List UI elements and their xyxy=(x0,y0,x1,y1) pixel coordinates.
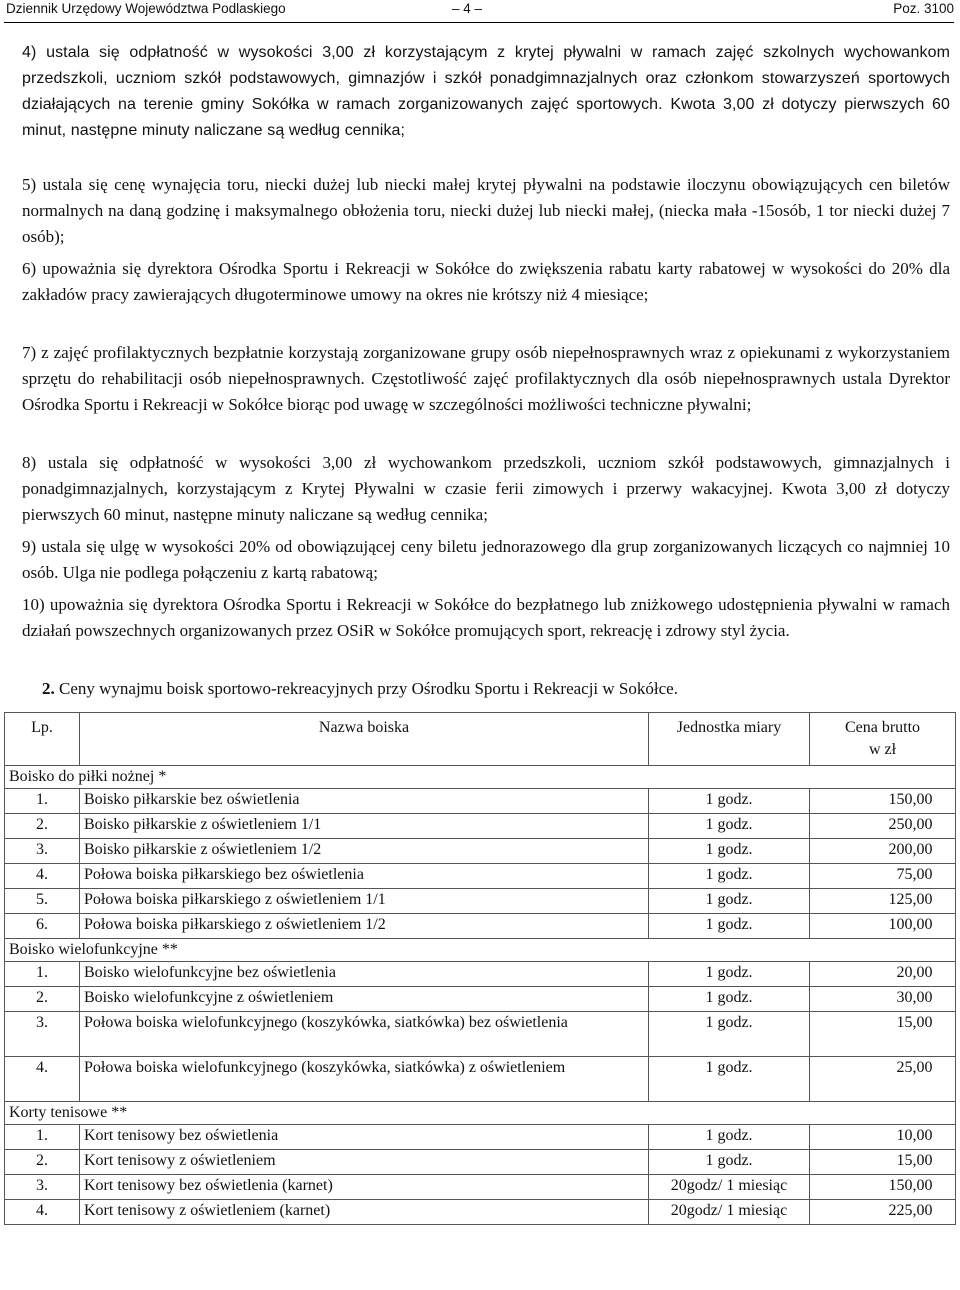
row-lp: 2. xyxy=(5,1150,80,1175)
table-body xyxy=(5,766,956,1225)
table-row xyxy=(5,1012,956,1057)
row-price xyxy=(810,889,956,914)
row-unit: 20godz/ 1 miesiąc xyxy=(649,1200,810,1225)
price-value: 20,00 xyxy=(896,964,933,981)
price-value: 150,00 xyxy=(888,1177,933,1194)
section-number: 2. xyxy=(42,679,55,698)
price-value: 225,00 xyxy=(888,1202,933,1219)
header-name: Nazwa boiska xyxy=(80,713,649,766)
row-price xyxy=(810,789,956,814)
group-title: Boisko wielofunkcyjne ** xyxy=(5,939,956,962)
row-name: Kort tenisowy bez oświetlenia (karnet) xyxy=(80,1175,649,1200)
row-unit: 1 godz. xyxy=(649,1150,810,1175)
table-header-row xyxy=(5,713,956,766)
row-unit: 20godz/ 1 miesiąc xyxy=(649,1175,810,1200)
table-row xyxy=(5,1125,956,1150)
row-name: Połowa boiska wielofunkcyjnego (koszykówka, siatkówka) bez oświetlenia xyxy=(80,1012,649,1057)
row-lp: 1. xyxy=(5,962,80,987)
row-name: Kort tenisowy z oświetleniem xyxy=(80,1150,649,1175)
price-value: 10,00 xyxy=(896,1127,933,1144)
row-price xyxy=(810,1175,956,1200)
row-name: Kort tenisowy z oświetleniem (karnet) xyxy=(80,1200,649,1225)
group-title: Boisko do piłki nożnej * xyxy=(5,766,956,789)
paragraph-5: 5) ustala się cenę wynajęcia toru, niecki dużej lub niecki małej krytej pływalni na podstawie iloczynu obowiązujących cen biletów normalnych na daną godzinę i maksymalnego obłożenia toru, niecki dużej lub niecki małej, (niecka mała -15osób, 1 tor niecki dużej 7 osób); xyxy=(22,175,950,246)
table-row xyxy=(5,1200,956,1225)
row-lp: 3. xyxy=(5,1012,80,1057)
row-name: Połowa boiska wielofunkcyjnego (koszykówka, siatkówka) z oświetleniem xyxy=(80,1057,649,1102)
price-value: 250,00 xyxy=(888,816,933,833)
table-row xyxy=(5,864,956,889)
row-unit: 1 godz. xyxy=(649,814,810,839)
row-lp: 2. xyxy=(5,814,80,839)
header-price-line1: Cena brutto xyxy=(844,719,921,736)
paragraph-10: 10) upoważnia się dyrektora Ośrodka Sportu i Rekreacji w Sokółce do bezpłatnego lub zniżkowego udostępnienia pływalni w ramach działań powszechnych organizowanych przez OSiR w Sokółce promujących sport, rekreację i zdrowy styl życia. xyxy=(22,595,950,640)
page-header xyxy=(4,0,954,23)
paragraph-6: 6) upoważnia się dyrektora Ośrodka Sportu i Rekreacji w Sokółce do zwiększenia rabatu karty rabatowej w wysokości do 20% dla zakładów pracy zawierających długoterminowe umowy na okres nie krótszy niż 4 miesiące; xyxy=(22,259,950,304)
row-price xyxy=(810,914,956,939)
row-name: Boisko wielofunkcyjne bez oświetlenia xyxy=(80,962,649,987)
row-lp: 4. xyxy=(5,864,80,889)
header-price-line2: w zł xyxy=(868,741,897,758)
row-name: Boisko wielofunkcyjne z oświetleniem xyxy=(80,987,649,1012)
row-lp: 2. xyxy=(5,987,80,1012)
table-row xyxy=(5,1057,956,1102)
header-unit: Jednostka miary xyxy=(649,713,810,766)
price-value: 15,00 xyxy=(896,1152,933,1169)
paragraph-8: 8) ustala się odpłatność w wysokości 3,00 zł wychowankom przedszkoli, uczniom szkół podstawowych, gimnazjalnych i ponadgimnazjalnych, korzystającym z Krytej Pływalni w czasie ferii zimowych i przerwy wakacyjnej. Kwota 3,00 zł dotyczy pierwszych 60 minut, następne minuty naliczane są według cennika; xyxy=(22,453,950,524)
section-2-heading xyxy=(42,676,678,702)
paragraph-4: 4) ustala się odpłatność w wysokości 3,00 zł korzystającym z krytej pływalni w ramach zajęć szkolnych wychowankom przedszkoli, uczniom szkół podstawowych, gimnazjów i szkół ponadgimnazjalnych oraz członkom stowarzyszeń sportowych działających na terenie gminy Sokółka w ramach zorganizowanych zajęć sportowych. Kwota 3,00 zł dotyczy pierwszych 60 minut, następne minuty naliczane są według cennika; xyxy=(22,44,950,139)
price-value: 125,00 xyxy=(888,891,933,908)
price-value: 30,00 xyxy=(896,989,933,1006)
row-unit: 1 godz. xyxy=(649,962,810,987)
table-row xyxy=(5,987,956,1012)
row-price xyxy=(810,962,956,987)
header-price xyxy=(810,713,956,766)
paragraph-9: 9) ustala się ulgę w wysokości 20% od obowiązującej ceny biletu jednorazowego dla grup zorganizowanych liczących co najmniej 10 osób. Ulga nie podlega połączeniu z kartą rabatową; xyxy=(22,537,950,582)
row-price xyxy=(810,987,956,1012)
row-unit: 1 godz. xyxy=(649,789,810,814)
group-row xyxy=(5,1102,956,1125)
row-unit: 1 godz. xyxy=(649,889,810,914)
journal-title: Dziennik Urzędowy Województwa Podlaskiego xyxy=(6,1,286,16)
row-name: Połowa boiska piłkarskiego z oświetleniem 1/2 xyxy=(80,914,649,939)
row-price xyxy=(810,1125,956,1150)
row-lp: 4. xyxy=(5,1057,80,1102)
table-row xyxy=(5,962,956,987)
price-value: 25,00 xyxy=(896,1059,933,1076)
row-unit: 1 godz. xyxy=(649,864,810,889)
row-lp: 4. xyxy=(5,1200,80,1225)
row-name: Połowa boiska piłkarskiego bez oświetlenia xyxy=(80,864,649,889)
row-price xyxy=(810,864,956,889)
row-lp: 5. xyxy=(5,889,80,914)
row-unit: 1 godz. xyxy=(649,1012,810,1057)
price-value: 15,00 xyxy=(896,1014,933,1031)
page-number: – 4 – xyxy=(452,1,483,16)
position-number: Poz. 3100 xyxy=(893,1,954,16)
group-title: Korty tenisowe ** xyxy=(5,1102,956,1125)
row-name: Boisko piłkarskie z oświetleniem 1/1 xyxy=(80,814,649,839)
row-price xyxy=(810,1012,956,1057)
price-table xyxy=(4,712,956,1225)
table-row xyxy=(5,1150,956,1175)
row-lp: 1. xyxy=(5,789,80,814)
row-name: Boisko piłkarskie z oświetleniem 1/2 xyxy=(80,839,649,864)
row-price xyxy=(810,1057,956,1102)
row-name: Boisko piłkarskie bez oświetlenia xyxy=(80,789,649,814)
row-unit: 1 godz. xyxy=(649,839,810,864)
price-value: 100,00 xyxy=(888,916,933,933)
row-name: Połowa boiska piłkarskiego z oświetleniem 1/1 xyxy=(80,889,649,914)
row-lp: 3. xyxy=(5,1175,80,1200)
row-price xyxy=(810,839,956,864)
table-row xyxy=(5,814,956,839)
row-unit: 1 godz. xyxy=(649,1057,810,1102)
table-row xyxy=(5,839,956,864)
price-value: 150,00 xyxy=(888,791,933,808)
row-unit: 1 godz. xyxy=(649,1125,810,1150)
paragraph-7: 7) z zajęć profilaktycznych bezpłatnie korzystają zorganizowane grupy osób niepełnosprawnych wraz z opiekunami z wykorzystaniem sprzętu do rehabilitacji osób niepełnosprawnych. Częstotliwość zajęć profilaktycznych dla osób niepełnosprawnych ustala Dyrektor Ośrodka Sportu i Rekreacji w Sokółce biorąc pod uwagę w szczególności możliwości techniczne pływalni; xyxy=(22,343,950,414)
row-unit: 1 godz. xyxy=(649,987,810,1012)
table-row xyxy=(5,914,956,939)
row-name: Kort tenisowy bez oświetlenia xyxy=(80,1125,649,1150)
row-price xyxy=(810,814,956,839)
table-row xyxy=(5,1175,956,1200)
price-value: 200,00 xyxy=(888,841,933,858)
row-price xyxy=(810,1200,956,1225)
group-row xyxy=(5,939,956,962)
row-lp: 6. xyxy=(5,914,80,939)
row-price xyxy=(810,1150,956,1175)
row-lp: 1. xyxy=(5,1125,80,1150)
table-row xyxy=(5,789,956,814)
table-row xyxy=(5,889,956,914)
section-title: Ceny wynajmu boisk sportowo-rekreacyjnych przy Ośrodku Sportu i Rekreacji w Sokółce. xyxy=(59,679,678,698)
group-row xyxy=(5,766,956,789)
price-value: 75,00 xyxy=(896,866,933,883)
header-lp: Lp. xyxy=(5,713,80,766)
row-lp: 3. xyxy=(5,839,80,864)
row-unit: 1 godz. xyxy=(649,914,810,939)
